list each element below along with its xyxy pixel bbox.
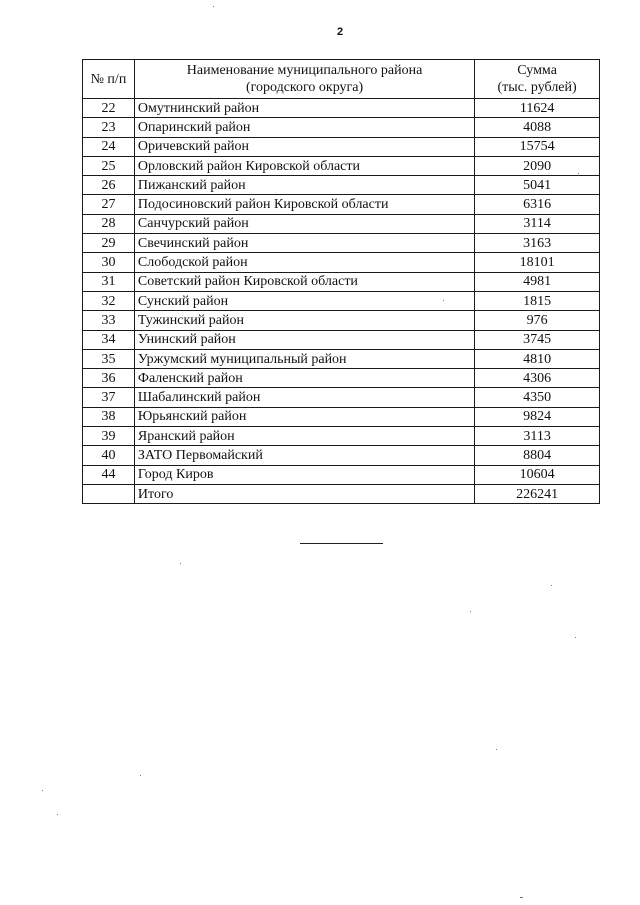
row-sum: 976	[475, 311, 600, 330]
row-num: 32	[83, 291, 135, 310]
table-header-row	[83, 60, 600, 99]
row-sum: 6316	[475, 195, 600, 214]
table-row	[83, 118, 600, 137]
table-row	[83, 291, 600, 310]
row-sum: 4350	[475, 388, 600, 407]
row-sum: 3113	[475, 427, 600, 446]
row-name: Оричевский район	[134, 137, 474, 156]
table-row	[83, 465, 600, 484]
table-total-row	[83, 484, 600, 503]
row-num: 34	[83, 330, 135, 349]
row-sum: 2090	[475, 156, 600, 175]
row-name: Юрьянский район	[134, 407, 474, 426]
row-sum: 5041	[475, 176, 600, 195]
row-num: 39	[83, 427, 135, 446]
page-number: 2	[336, 26, 344, 38]
row-name: Уржумский муниципальный район	[134, 349, 474, 368]
row-sum: 1815	[475, 291, 600, 310]
row-name: Фаленский район	[134, 369, 474, 388]
scan-speck	[575, 637, 576, 638]
scan-speck	[42, 790, 43, 791]
row-num: 36	[83, 369, 135, 388]
row-name: Советский район Кировской области	[134, 272, 474, 291]
scan-speck	[57, 814, 58, 815]
row-num: 37	[83, 388, 135, 407]
total-label: Итого	[134, 484, 474, 503]
row-sum: 4810	[475, 349, 600, 368]
row-num: 28	[83, 214, 135, 233]
header-num-label: № п/п	[90, 71, 127, 87]
table-row	[83, 311, 600, 330]
scan-speck	[496, 749, 497, 750]
row-num: 35	[83, 349, 135, 368]
row-sum: 8804	[475, 446, 600, 465]
row-sum: 4981	[475, 272, 600, 291]
row-name: Сунский район	[134, 291, 474, 310]
header-sum-line2: (тыс. рублей)	[497, 80, 577, 95]
row-name: Омутнинский район	[134, 99, 474, 118]
row-sum: 3745	[475, 330, 600, 349]
row-num: 25	[83, 156, 135, 175]
row-sum: 9824	[475, 407, 600, 426]
table-row	[83, 176, 600, 195]
scan-speck	[140, 775, 141, 776]
row-sum: 10604	[475, 465, 600, 484]
table-row	[83, 330, 600, 349]
scan-speck	[578, 173, 579, 174]
row-num: 38	[83, 407, 135, 426]
header-name-line2: (городского округа)	[245, 80, 364, 95]
row-sum: 18101	[475, 253, 600, 272]
total-sum: 226241	[475, 484, 600, 503]
table-row	[83, 349, 600, 368]
scan-speck	[551, 585, 552, 586]
table-row	[83, 137, 600, 156]
row-name: Яранский район	[134, 427, 474, 446]
header-sum	[475, 60, 600, 99]
row-name: Шабалинский район	[134, 388, 474, 407]
table-row	[83, 195, 600, 214]
row-name: Унинский район	[134, 330, 474, 349]
row-name: Свечинский район	[134, 234, 474, 253]
row-name: Тужинский район	[134, 311, 474, 330]
table-row	[83, 272, 600, 291]
scan-speck	[470, 611, 471, 612]
scan-speck	[520, 897, 523, 898]
row-num: 26	[83, 176, 135, 195]
row-num: 44	[83, 465, 135, 484]
scan-speck	[180, 563, 181, 564]
row-name: ЗАТО Первомайский	[134, 446, 474, 465]
row-sum: 4088	[475, 118, 600, 137]
header-name	[134, 60, 474, 99]
row-num: 23	[83, 118, 135, 137]
row-name: Слободской район	[134, 253, 474, 272]
table-row	[83, 388, 600, 407]
row-num: 24	[83, 137, 135, 156]
allocation-table	[82, 59, 600, 504]
row-num: 31	[83, 272, 135, 291]
header-name-line1: Наименование муниципального района	[186, 63, 423, 78]
scan-speck	[443, 300, 444, 301]
table-body	[83, 99, 600, 504]
table-row	[83, 369, 600, 388]
end-separator-line	[300, 543, 383, 544]
table-row	[83, 156, 600, 175]
table-row	[83, 234, 600, 253]
row-name: Подосиновский район Кировской области	[134, 195, 474, 214]
row-sum: 3163	[475, 234, 600, 253]
table-row	[83, 99, 600, 118]
row-sum: 4306	[475, 369, 600, 388]
row-num: 30	[83, 253, 135, 272]
table-row	[83, 427, 600, 446]
row-name: Санчурский район	[134, 214, 474, 233]
row-num: 33	[83, 311, 135, 330]
row-name: Город Киров	[134, 465, 474, 484]
row-name: Орловский район Кировской области	[134, 156, 474, 175]
header-num	[83, 60, 135, 99]
total-num	[83, 484, 135, 503]
row-num: 22	[83, 99, 135, 118]
row-num: 40	[83, 446, 135, 465]
header-sum-line1: Сумма	[517, 63, 557, 78]
row-sum: 11624	[475, 99, 600, 118]
table-row	[83, 214, 600, 233]
row-sum: 3114	[475, 214, 600, 233]
row-name: Пижанский район	[134, 176, 474, 195]
table-row	[83, 253, 600, 272]
row-sum: 15754	[475, 137, 600, 156]
row-num: 27	[83, 195, 135, 214]
scan-speck	[213, 6, 214, 7]
table-row	[83, 407, 600, 426]
row-name: Опаринский район	[134, 118, 474, 137]
row-num: 29	[83, 234, 135, 253]
table-row	[83, 446, 600, 465]
